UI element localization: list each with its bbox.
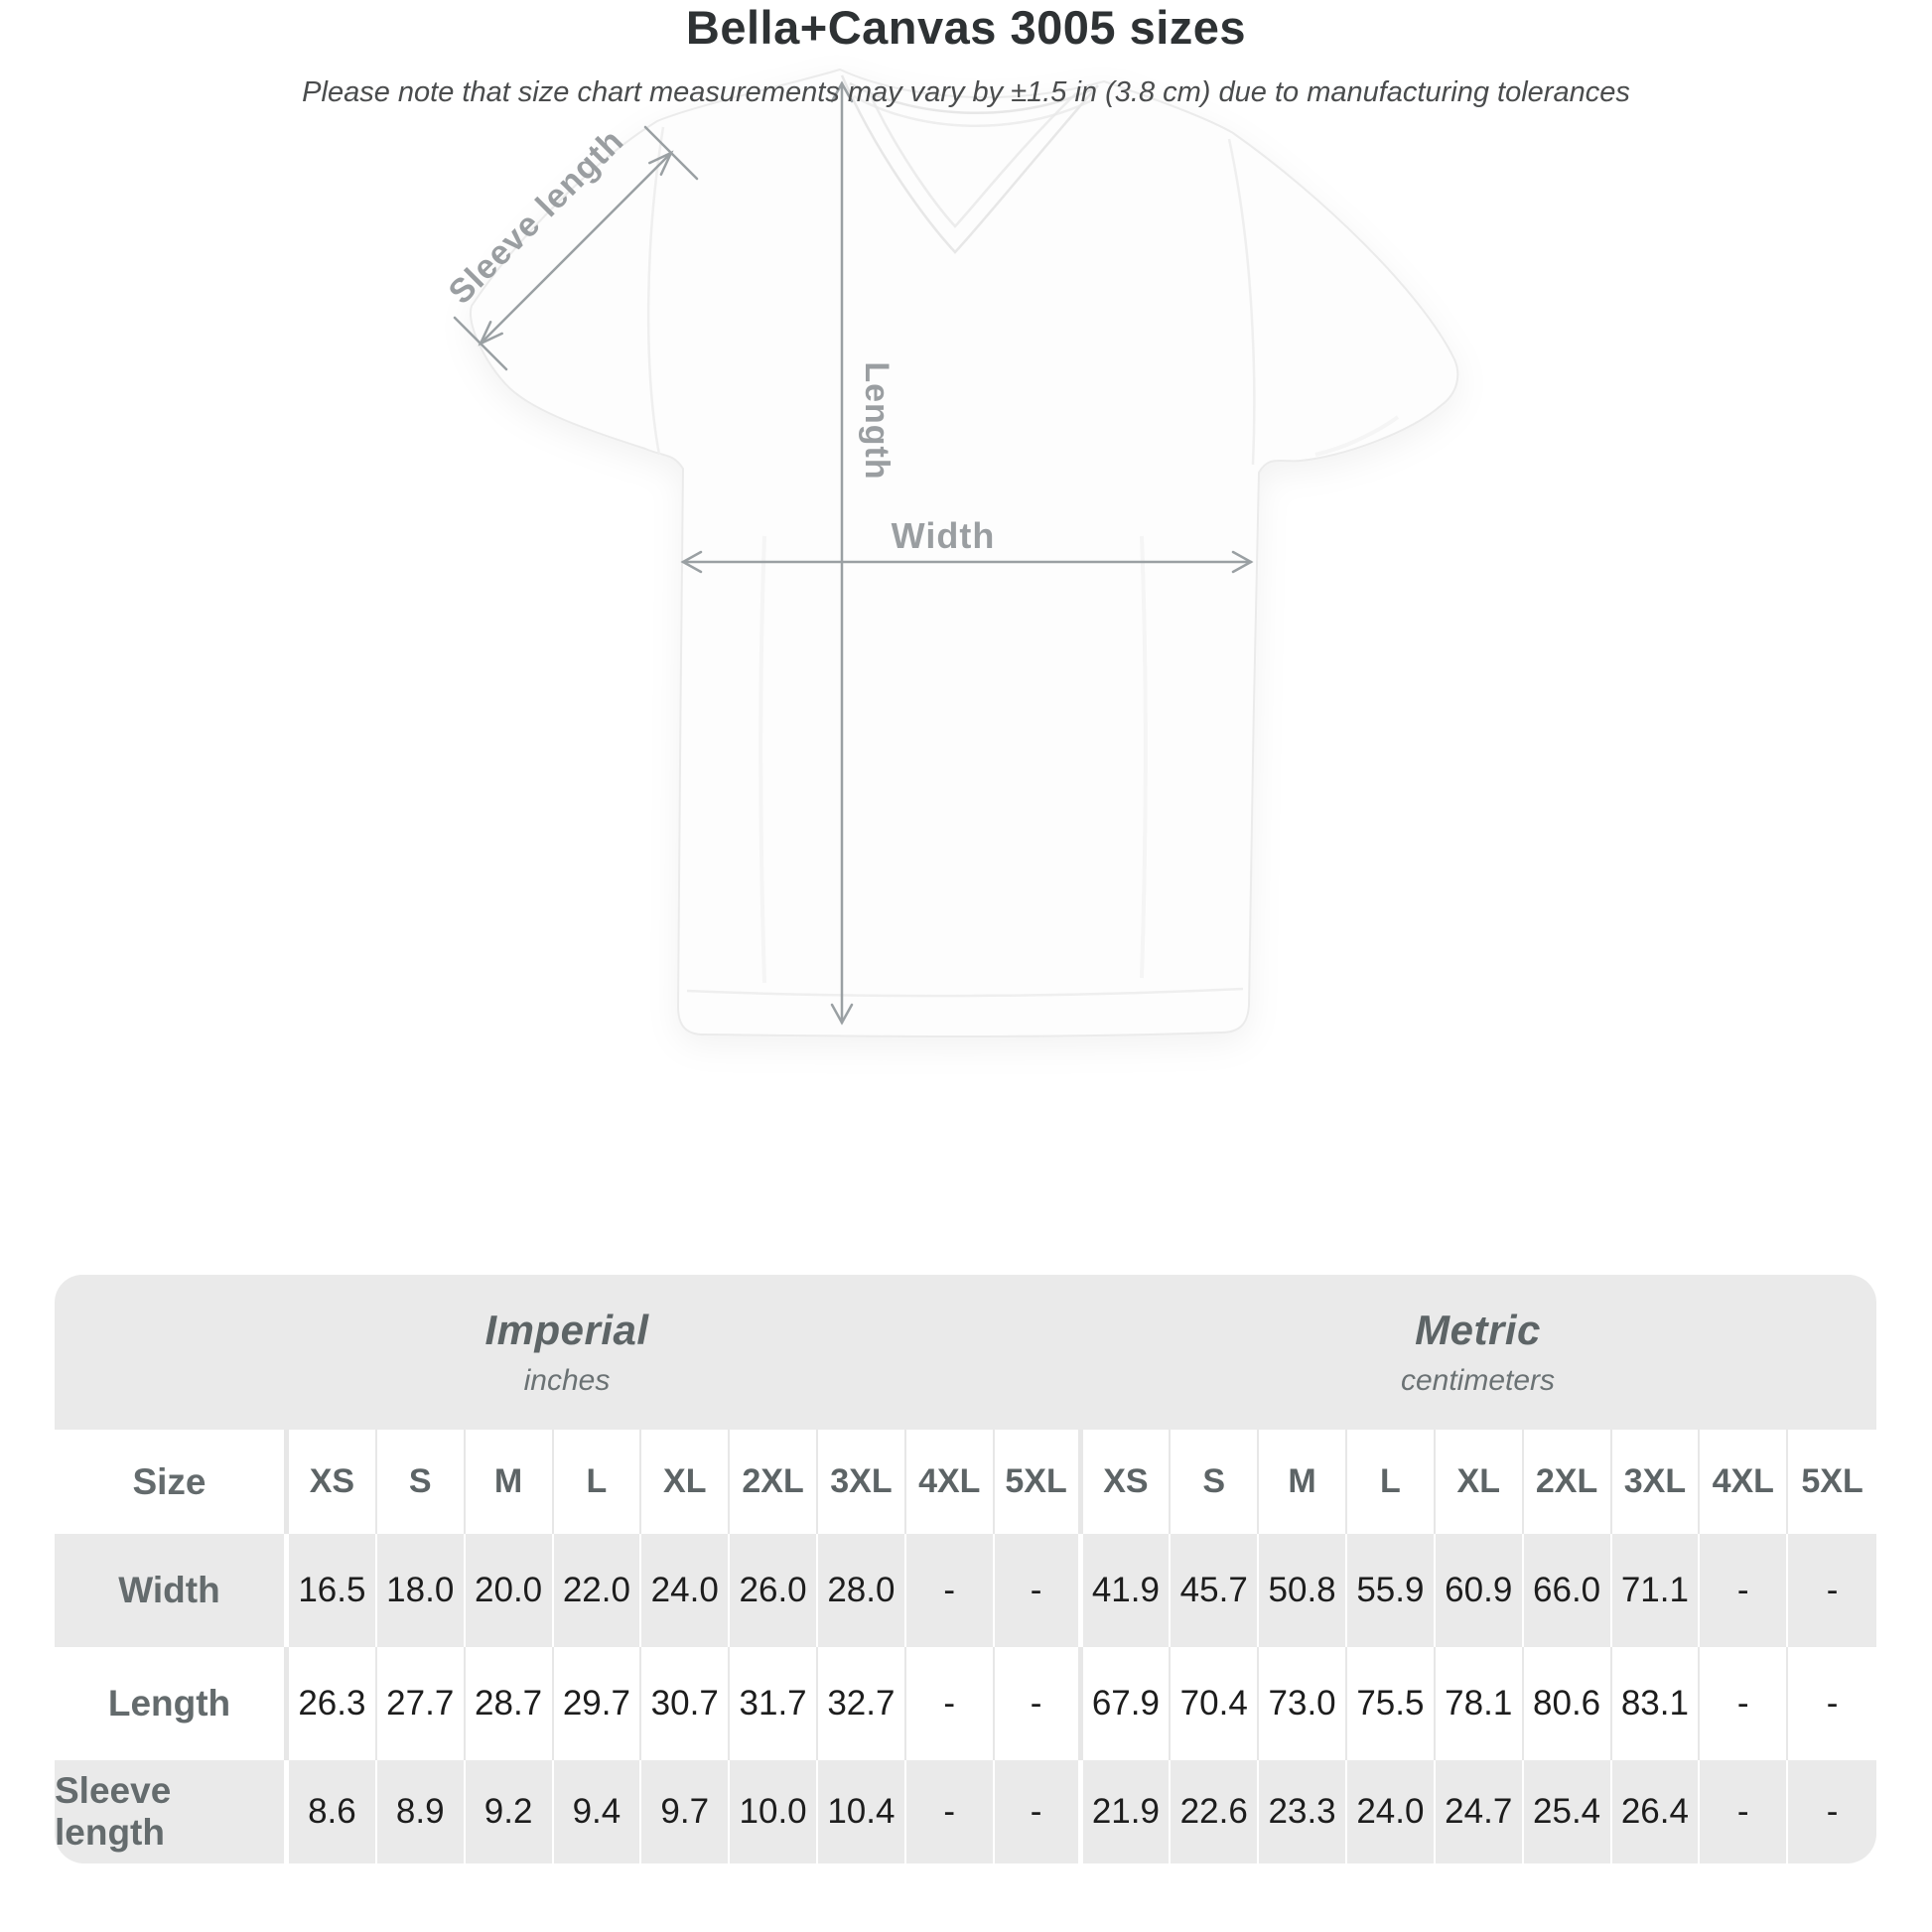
imperial-band bbox=[55, 1275, 1079, 1430]
table-row-length bbox=[55, 1647, 1876, 1760]
table-cell: 29.7 bbox=[554, 1647, 642, 1760]
table-cell: 73.0 bbox=[1259, 1647, 1347, 1760]
table-row-sleeve-length bbox=[55, 1760, 1876, 1863]
size-col-header: L bbox=[554, 1430, 642, 1534]
table-cell: 66.0 bbox=[1524, 1534, 1612, 1647]
size-header: Size bbox=[55, 1430, 289, 1534]
table-cell: 60.9 bbox=[1436, 1534, 1524, 1647]
table-cell: 23.3 bbox=[1259, 1760, 1347, 1863]
table-cell: - bbox=[1700, 1760, 1788, 1863]
table-cell: 28.0 bbox=[818, 1534, 906, 1647]
length-label: Length bbox=[858, 361, 896, 481]
table-cell: 41.9 bbox=[1083, 1534, 1172, 1647]
page-title: Bella+Canvas 3005 sizes bbox=[685, 1, 1247, 54]
table-cell: 32.7 bbox=[818, 1647, 906, 1760]
table-cell: - bbox=[1788, 1534, 1876, 1647]
table-cell: 70.4 bbox=[1171, 1647, 1259, 1760]
row-label: Width bbox=[55, 1534, 289, 1647]
table-cell: 8.6 bbox=[289, 1760, 377, 1863]
width-label: Width bbox=[891, 515, 996, 556]
size-col-header: S bbox=[1171, 1430, 1259, 1534]
table-cell: 80.6 bbox=[1524, 1647, 1612, 1760]
size-col-header: L bbox=[1347, 1430, 1436, 1534]
title-block bbox=[0, 0, 1932, 109]
table-cell: 9.2 bbox=[466, 1760, 554, 1863]
size-col-header: M bbox=[1259, 1430, 1347, 1534]
size-col-header: 5XL bbox=[995, 1430, 1083, 1534]
table-cell: - bbox=[995, 1760, 1083, 1863]
table-cell: - bbox=[1700, 1534, 1788, 1647]
table-cell: 83.1 bbox=[1612, 1647, 1701, 1760]
table-cell: 16.5 bbox=[289, 1534, 377, 1647]
size-col-header: XS bbox=[1083, 1430, 1172, 1534]
table-cell: 10.0 bbox=[730, 1760, 818, 1863]
table-cell: 20.0 bbox=[466, 1534, 554, 1647]
table-cell: 67.9 bbox=[1083, 1647, 1172, 1760]
metric-label: Metric bbox=[1415, 1307, 1541, 1353]
table-cell: - bbox=[1700, 1647, 1788, 1760]
table-cell: 24.0 bbox=[1347, 1760, 1436, 1863]
table-cell: 24.7 bbox=[1436, 1760, 1524, 1863]
imperial-label: Imperial bbox=[484, 1307, 649, 1353]
sleeve-length-label: Sleeve length bbox=[441, 121, 631, 312]
table-cell: 30.7 bbox=[641, 1647, 730, 1760]
size-col-header: 2XL bbox=[730, 1430, 818, 1534]
table-cell: 31.7 bbox=[730, 1647, 818, 1760]
table-cell: 71.1 bbox=[1612, 1534, 1701, 1647]
table-cell: 10.4 bbox=[818, 1760, 906, 1863]
size-col-header: 3XL bbox=[818, 1430, 906, 1534]
unit-band bbox=[55, 1275, 1876, 1430]
table-cell: 55.9 bbox=[1347, 1534, 1436, 1647]
table-cell: 21.9 bbox=[1083, 1760, 1172, 1863]
metric-band bbox=[1079, 1275, 1876, 1430]
size-col-header: 5XL bbox=[1788, 1430, 1876, 1534]
row-label: Sleeve length bbox=[55, 1760, 289, 1863]
table-cell: 22.6 bbox=[1171, 1760, 1259, 1863]
table-cell: 18.0 bbox=[377, 1534, 466, 1647]
table-cell: - bbox=[1788, 1647, 1876, 1760]
table-cell: - bbox=[1788, 1760, 1876, 1863]
table-cell: - bbox=[906, 1647, 995, 1760]
tolerance-note: Please note that size chart measurements may vary by ±1.5 in (3.8 cm) due to manufacturing tolerances bbox=[302, 76, 1630, 108]
table-cell: 26.3 bbox=[289, 1647, 377, 1760]
table-cell: 50.8 bbox=[1259, 1534, 1347, 1647]
size-chart-table bbox=[55, 1275, 1876, 1863]
imperial-unit: inches bbox=[523, 1364, 611, 1397]
size-col-header: 4XL bbox=[906, 1430, 995, 1534]
size-col-header: 4XL bbox=[1700, 1430, 1788, 1534]
size-col-header: 3XL bbox=[1612, 1430, 1701, 1534]
table-row-width bbox=[55, 1534, 1876, 1647]
table-cell: 75.5 bbox=[1347, 1647, 1436, 1760]
table-cell: - bbox=[906, 1534, 995, 1647]
table-cell: 28.7 bbox=[466, 1647, 554, 1760]
table-cell: 25.4 bbox=[1524, 1760, 1612, 1863]
table-cell: 8.9 bbox=[377, 1760, 466, 1863]
metric-unit: centimeters bbox=[1400, 1364, 1556, 1397]
row-label: Length bbox=[55, 1647, 289, 1760]
table-cell: - bbox=[906, 1760, 995, 1863]
size-col-header: 2XL bbox=[1524, 1430, 1612, 1534]
size-col-header: XL bbox=[1436, 1430, 1524, 1534]
table-cell: 9.7 bbox=[641, 1760, 730, 1863]
table-cell: 45.7 bbox=[1171, 1534, 1259, 1647]
table-cell: - bbox=[995, 1647, 1083, 1760]
size-col-header: XS bbox=[289, 1430, 377, 1534]
table-cell: 9.4 bbox=[554, 1760, 642, 1863]
size-col-header: XL bbox=[641, 1430, 730, 1534]
table-cell: - bbox=[995, 1534, 1083, 1647]
size-header-row bbox=[55, 1430, 1876, 1534]
table-cell: 26.4 bbox=[1612, 1760, 1701, 1863]
size-col-header: S bbox=[377, 1430, 466, 1534]
table-cell: 22.0 bbox=[554, 1534, 642, 1647]
size-col-header: M bbox=[466, 1430, 554, 1534]
table-cell: 26.0 bbox=[730, 1534, 818, 1647]
table-cell: 78.1 bbox=[1436, 1647, 1524, 1760]
table-cell: 24.0 bbox=[641, 1534, 730, 1647]
table-cell: 27.7 bbox=[377, 1647, 466, 1760]
